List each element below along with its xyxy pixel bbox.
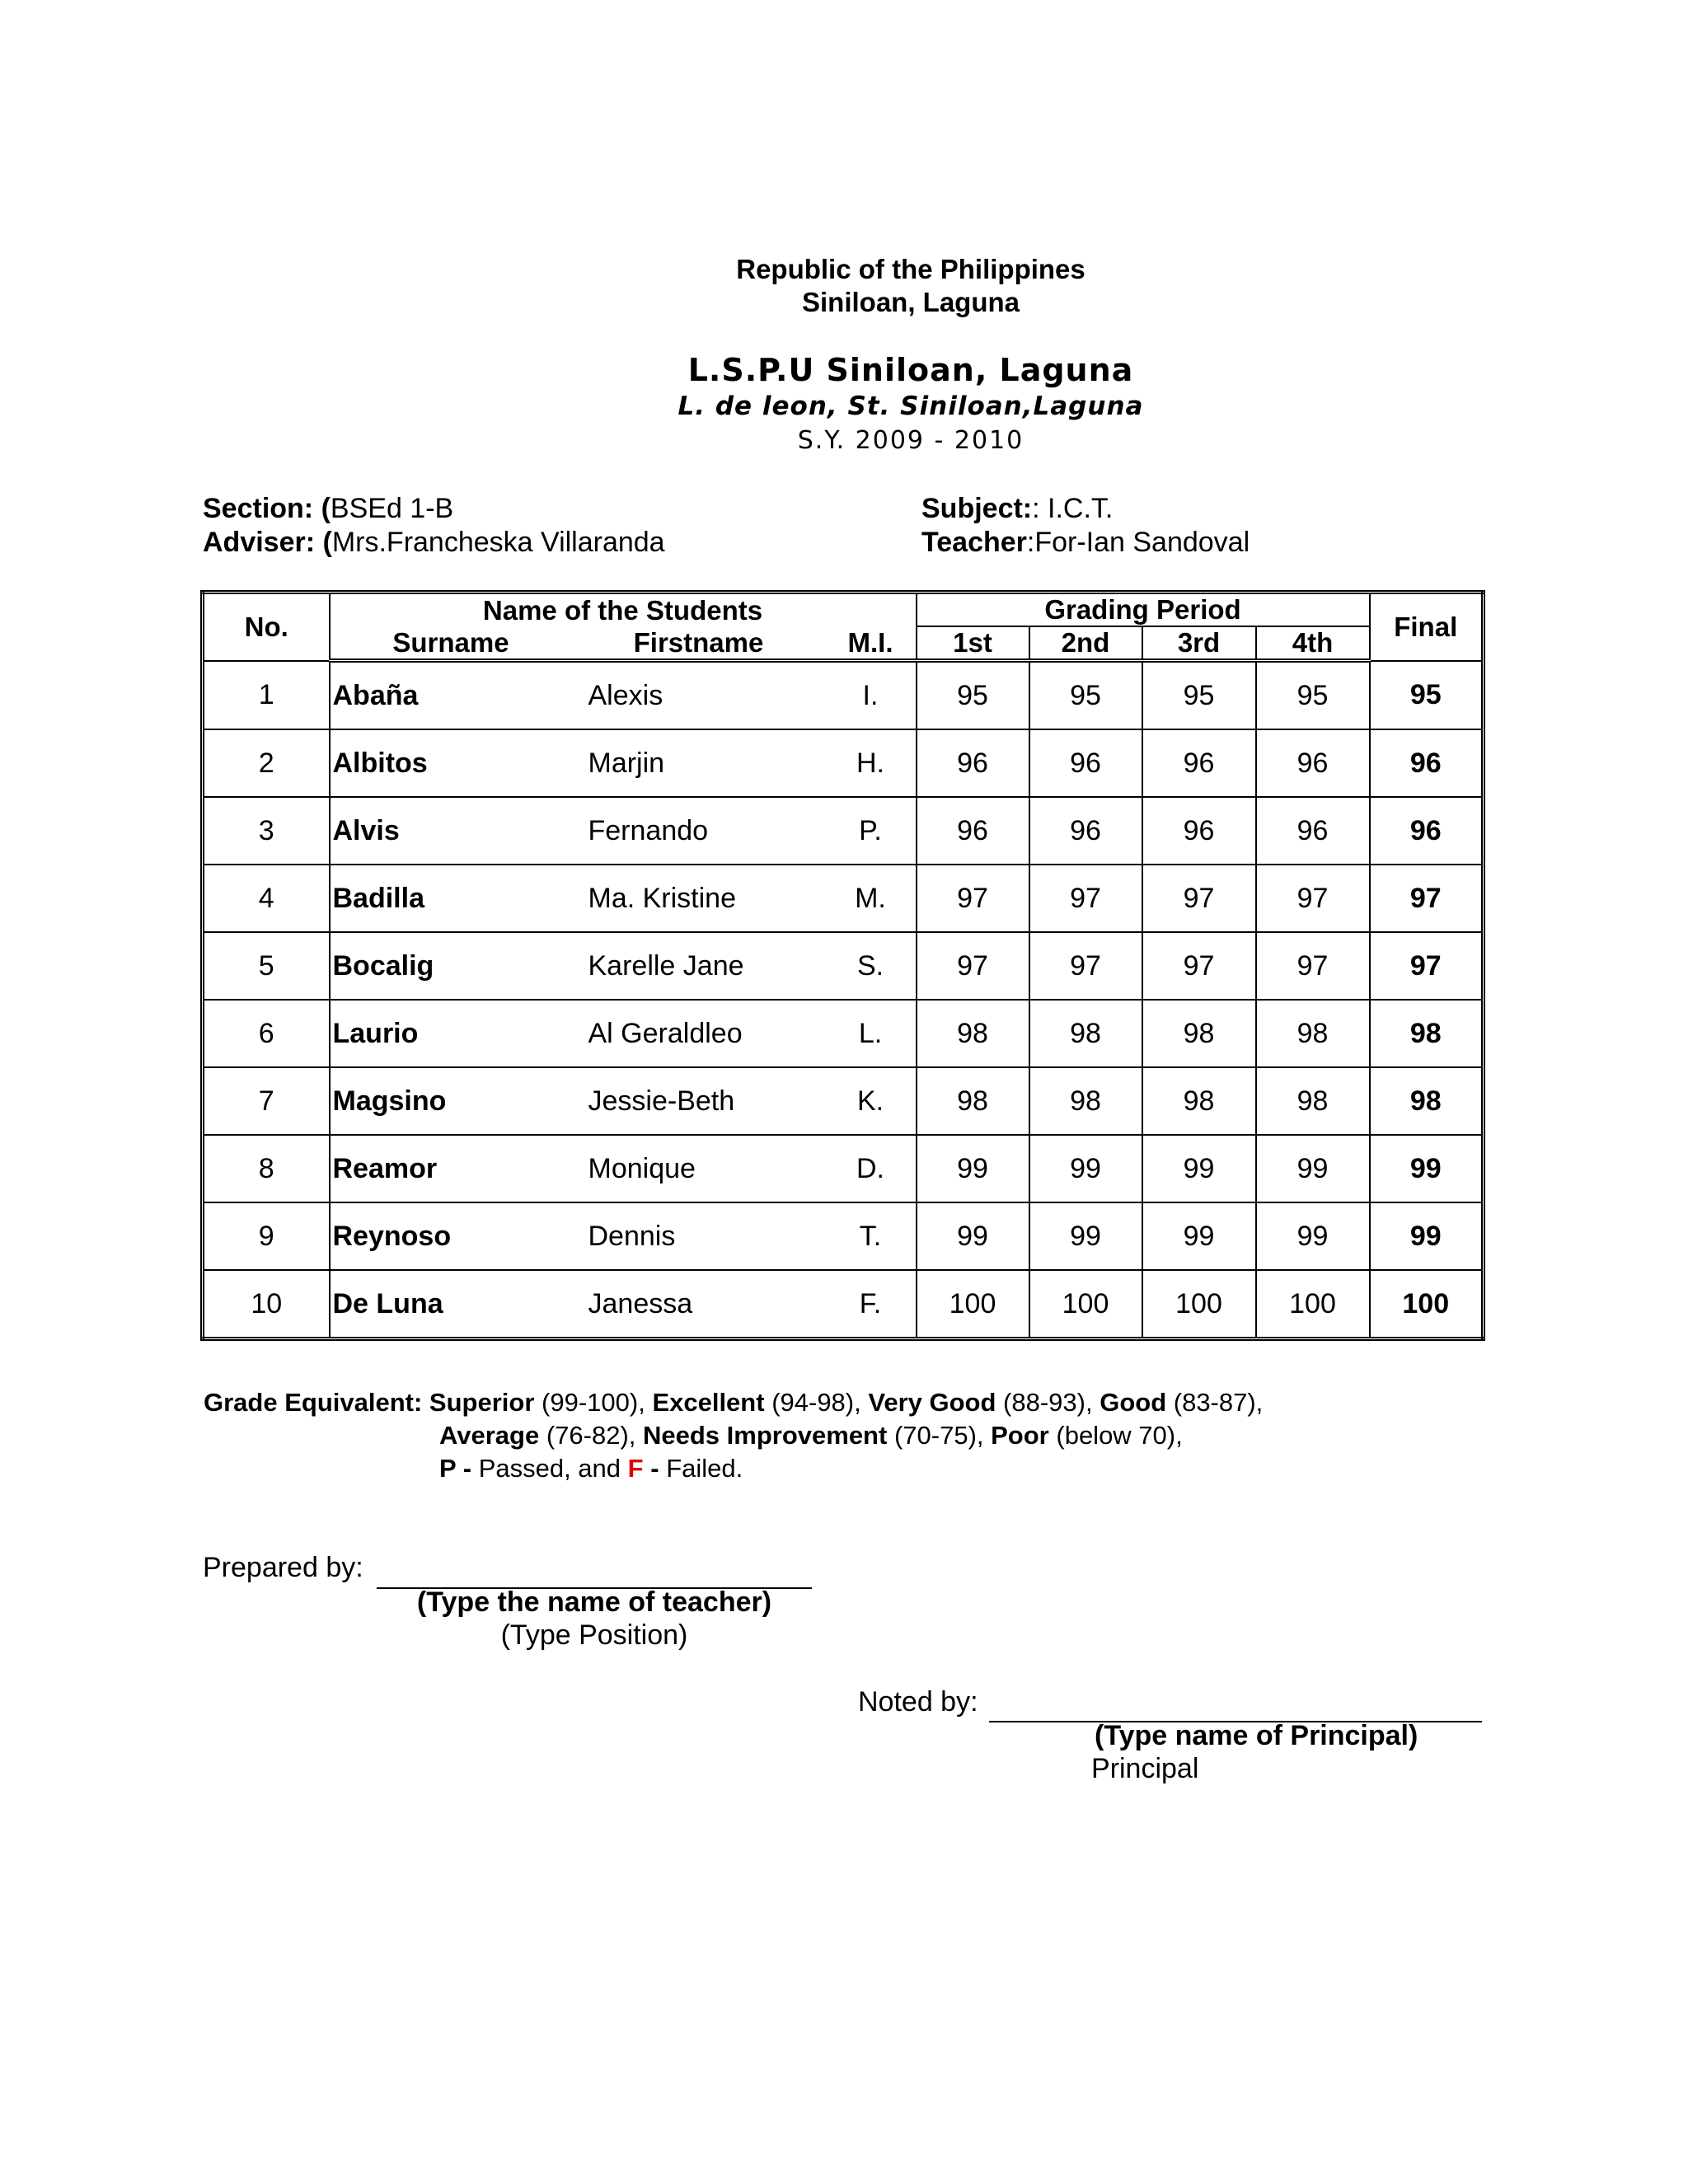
cell-q2: 97 [1029,865,1142,932]
legend-average: Average [439,1421,540,1450]
cell-surname: De Luna [330,1270,572,1339]
header-name-group: Name of the Students [330,593,917,627]
cell-surname: Laurio [330,1000,572,1067]
cell-q4: 99 [1256,1202,1370,1270]
cell-firstname: Janessa [572,1270,826,1339]
header-no: No. [203,593,330,661]
cell-firstname: Marjin [572,729,826,797]
teacher-value: :For-Ian Sandoval [1026,527,1250,558]
header-final: Final [1370,593,1484,661]
cell-q1: 95 [917,661,1029,730]
cell-firstname: Al Geraldleo [572,1000,826,1067]
noted-by-label: Noted by: [858,1686,978,1718]
legend-excellent: Excellent [652,1388,765,1417]
cell-q3: 97 [1142,865,1256,932]
table-row [203,661,1484,730]
cell-mi: L. [826,1000,917,1067]
cell-q3: 98 [1142,1067,1256,1135]
cell-mi: M. [826,865,917,932]
cell-no: 1 [203,661,330,730]
cell-q1: 98 [917,1067,1029,1135]
legend-average-range: (76-82), [546,1421,636,1450]
cell-q1: 98 [917,1000,1029,1067]
cell-q1: 100 [917,1270,1029,1339]
cell-no: 5 [203,932,330,1000]
header-mi: M.I. [826,626,917,661]
school-name: L.S.P.U Siniloan, Laguna [687,352,1134,388]
cell-mi: H. [826,729,917,797]
teacher-label: Teacher [921,527,1027,558]
subject-info [921,492,1113,525]
cell-firstname: Karelle Jane [572,932,826,1000]
cell-final: 98 [1370,1067,1484,1135]
cell-surname: Magsino [330,1067,572,1135]
cell-q3: 95 [1142,661,1256,730]
cell-surname: Reamor [330,1135,572,1202]
cell-mi: D. [826,1135,917,1202]
cell-no: 2 [203,729,330,797]
cell-q4: 97 [1256,865,1370,932]
cell-q1: 97 [917,865,1029,932]
cell-mi: S. [826,932,917,1000]
subject-value: : I.C.T. [1032,493,1114,524]
legend-excellent-range: (94-98), [771,1388,861,1417]
cell-final: 98 [1370,1000,1484,1067]
legend-failed-dash: - [650,1454,659,1483]
cell-mi: T. [826,1202,917,1270]
cell-q1: 99 [917,1135,1029,1202]
prepared-by-label: Prepared by: [203,1552,363,1583]
legend-failed-text: Failed. [666,1454,743,1483]
table-row [203,1135,1484,1202]
cell-q3: 99 [1142,1135,1256,1202]
cell-firstname: Dennis [572,1202,826,1270]
header-line-2: Siniloan, Laguna [801,287,1020,317]
grades-table [200,590,1485,1341]
header-q3: 3rd [1142,626,1256,661]
table-row [203,797,1484,865]
cell-final: 97 [1370,865,1484,932]
cell-no: 8 [203,1135,330,1202]
legend-failed-code: F [627,1454,644,1483]
cell-q3: 96 [1142,797,1256,865]
legend-very-good-range: (88-93), [1003,1388,1093,1417]
legend-poor: Poor [991,1421,1049,1450]
cell-final: 99 [1370,1135,1484,1202]
cell-firstname: Ma. Kristine [572,865,826,932]
cell-q2: 95 [1029,661,1142,730]
school-year: S.Y. 2009 - 2010 [797,426,1025,455]
cell-firstname: Monique [572,1135,826,1202]
cell-no: 7 [203,1067,330,1135]
table-row [203,932,1484,1000]
subject-label: Subject: [921,493,1033,524]
grade-legend [204,1386,1263,1485]
cell-no: 4 [203,865,330,932]
cell-q2: 96 [1029,797,1142,865]
cell-q2: 98 [1029,1067,1142,1135]
cell-surname: Bocalig [330,932,572,1000]
cell-q2: 99 [1029,1135,1142,1202]
cell-q2: 98 [1029,1000,1142,1067]
school-address: L. de leon, St. Siniloan,Laguna [678,391,1144,421]
adviser-label: Adviser: ( [203,527,332,558]
legend-poor-range: (below 70), [1056,1421,1183,1450]
cell-mi: P. [826,797,917,865]
section-label: Section: ( [203,493,331,524]
cell-final: 96 [1370,729,1484,797]
header-q1: 1st [917,626,1029,661]
cell-surname: Reynoso [330,1202,572,1270]
cell-q4: 98 [1256,1067,1370,1135]
cell-final: 95 [1370,661,1484,730]
cell-q4: 95 [1256,661,1370,730]
adviser-value: Mrs.Francheska Villaranda [331,527,665,558]
table-row [203,1000,1484,1067]
cell-no: 3 [203,797,330,865]
section-info [203,492,453,525]
cell-q1: 96 [917,797,1029,865]
table-row [203,865,1484,932]
cell-mi: K. [826,1067,917,1135]
legend-very-good: Very Good [868,1388,996,1417]
cell-surname: Badilla [330,865,572,932]
legend-needs-improvement: Needs Improvement [643,1421,888,1450]
adviser-info [203,526,665,559]
cell-surname: Abaña [330,661,572,730]
legend-needs-improvement-range: (70-75), [893,1421,984,1450]
legend-title: Grade Equivalent: [204,1388,423,1417]
teacher-name: (Type the name of teacher) [416,1586,772,1618]
cell-final: 97 [1370,932,1484,1000]
table-row [203,1067,1484,1135]
legend-passed-code: P - [439,1454,472,1483]
cell-surname: Alvis [330,797,572,865]
principal-name: (Type name of Principal) [1095,1720,1418,1751]
table-row [203,729,1484,797]
cell-q4: 96 [1256,729,1370,797]
legend-good-range: (83-87), [1173,1388,1264,1417]
cell-q4: 100 [1256,1270,1370,1339]
cell-firstname: Jessie-Beth [572,1067,826,1135]
cell-final: 100 [1370,1270,1484,1339]
cell-q2: 97 [1029,932,1142,1000]
cell-q2: 99 [1029,1202,1142,1270]
cell-q2: 96 [1029,729,1142,797]
cell-mi: I. [826,661,917,730]
cell-surname: Albitos [330,729,572,797]
cell-q3: 96 [1142,729,1256,797]
section-value: BSEd 1-B [330,493,454,524]
principal-position: Principal [1091,1753,1199,1784]
cell-firstname: Fernando [572,797,826,865]
teacher-info [921,526,1250,559]
cell-q2: 100 [1029,1270,1142,1339]
teacher-position: (Type Position) [500,1619,688,1651]
cell-q1: 99 [917,1202,1029,1270]
cell-no: 9 [203,1202,330,1270]
cell-q1: 96 [917,729,1029,797]
cell-q3: 99 [1142,1202,1256,1270]
legend-good: Good [1100,1388,1167,1417]
cell-q3: 97 [1142,932,1256,1000]
cell-mi: F. [826,1270,917,1339]
cell-firstname: Alexis [572,661,826,730]
cell-q3: 100 [1142,1270,1256,1339]
cell-q4: 98 [1256,1000,1370,1067]
table-row [203,1270,1484,1339]
table-row [203,1202,1484,1270]
cell-q4: 96 [1256,797,1370,865]
cell-no: 10 [203,1270,330,1339]
cell-no: 6 [203,1000,330,1067]
header-firstname: Firstname [572,626,826,661]
header-q2: 2nd [1029,626,1142,661]
header-q4: 4th [1256,626,1370,661]
cell-q1: 97 [917,932,1029,1000]
header-surname: Surname [330,626,572,661]
cell-final: 96 [1370,797,1484,865]
legend-passed-text: Passed, and [478,1454,621,1483]
cell-q4: 99 [1256,1135,1370,1202]
cell-final: 99 [1370,1202,1484,1270]
cell-q3: 98 [1142,1000,1256,1067]
header-line-1: Republic of the Philippines [736,254,1085,284]
legend-superior-range: (99-100), [542,1388,645,1417]
legend-superior: Superior [429,1388,535,1417]
cell-q4: 97 [1256,932,1370,1000]
header-grading-group: Grading Period [917,593,1370,627]
